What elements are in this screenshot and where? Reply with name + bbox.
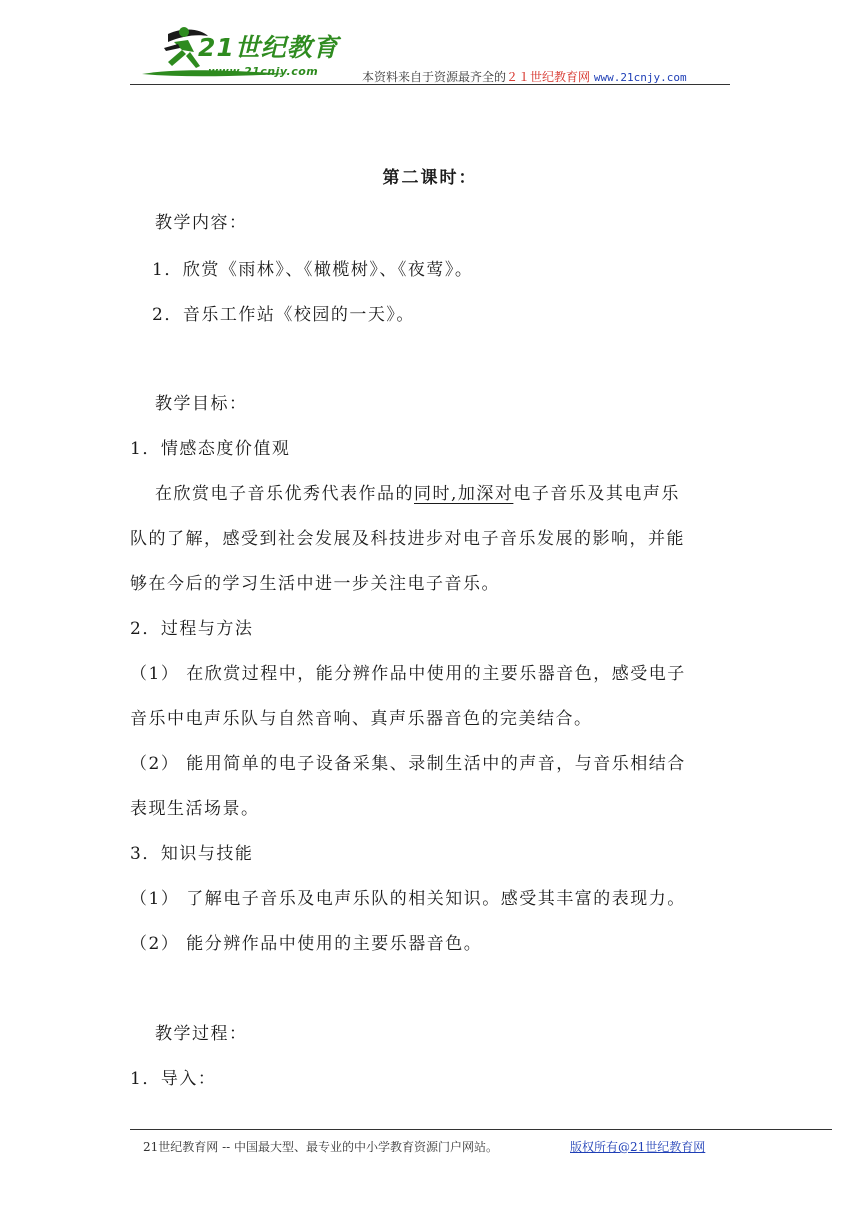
content-item: 1．欣赏《雨林》、《橄榄树》、《夜莺》。 [152,260,474,280]
header-note [362,68,687,85]
goal2-heading: 2．过程与方法 [130,619,254,639]
goal1-paragraph-line: 够在今后的学习生活中进一步关注电子音乐。 [130,574,500,594]
goal2-item-line: 表现生活场景。 [130,799,260,819]
page-title: 第二课时： [382,168,478,188]
goal1-paragraph-line: 队的了解，感受到社会发展及科技进步对电子音乐发展的影响，并能 [130,529,685,549]
header-brand-link[interactable]: ２１世纪教育网 [506,70,591,84]
goal3-item: （1） 了解电子音乐及电声乐队的相关知识。感受其丰富的表现力。 [130,889,686,909]
goals-heading: 教学目标： [155,394,248,414]
goal1-text-a: 在欣赏电子音乐优秀代表作品的 [155,484,414,504]
header-url-link[interactable]: www.21cnjy.com [593,71,687,84]
header-note-prefix: 本资料来自于资源最齐全的 [362,70,507,84]
footer-copyright-link[interactable]: 版权所有@21世纪教育网 [570,1140,706,1154]
footer-text: 21世纪教育网 -- 中国最大型、最专业的中小学教育资源门户网站。 [143,1140,499,1154]
goal3-item: （2） 能分辨作品中使用的主要乐器音色。 [130,934,483,954]
logo-brand-text: 21世纪教育 [198,33,339,62]
goal3-heading: 3．知识与技能 [130,844,254,864]
header-divider [130,84,730,85]
process-heading: 教学过程： [155,1024,248,1044]
goal1-text-underlined: 同时,加深对 [414,484,514,504]
site-logo [138,22,348,84]
content-item: 2．音乐工作站《校园的一天》。 [152,305,415,325]
goal2-item-line: （2） 能用简单的电子设备采集、录制生活中的声音，与音乐相结合 [130,754,686,774]
content-heading: 教学内容： [155,213,248,233]
goal1-paragraph-line [155,479,680,504]
page-header [130,20,730,86]
logo-url-text: www.21cnjy.com [208,65,319,78]
footer-divider [130,1129,832,1130]
goal1-heading: 1．情感态度价值观 [130,439,291,459]
goal2-item-line: 音乐中电声乐队与自然音响、真声乐器音色的完美结合。 [130,709,593,729]
process-item: 1．导入： [130,1069,217,1089]
goal1-text-b: 电子音乐及其电声乐 [513,484,680,504]
goal2-item-line: （1） 在欣赏过程中，能分辨作品中使用的主要乐器音色，感受电子 [130,664,686,684]
